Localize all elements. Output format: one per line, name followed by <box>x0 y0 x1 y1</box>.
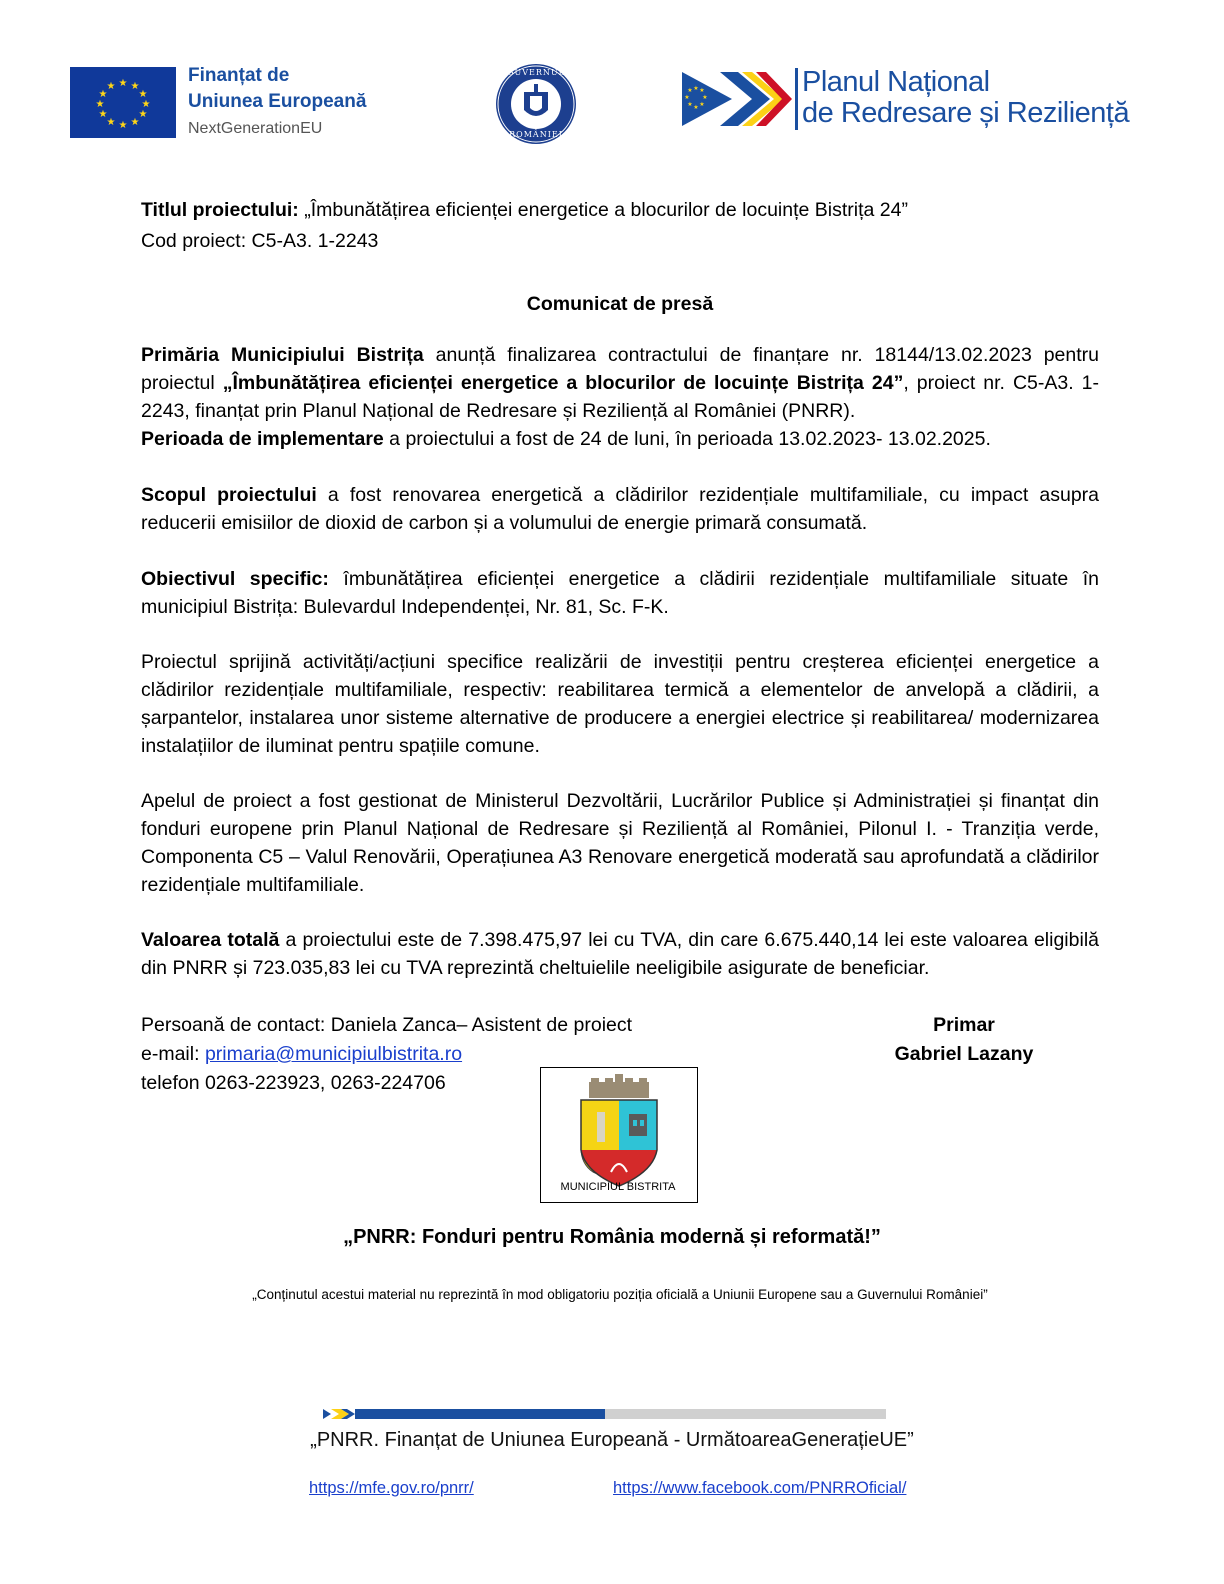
pnrr-title-line2: de Redresare și Reziliență <box>802 97 1130 129</box>
svg-text:★: ★ <box>687 87 693 94</box>
page-title: Comunicat de presă <box>526 293 714 315</box>
eu-stars-icon <box>70 67 176 138</box>
svg-text:★: ★ <box>98 109 108 120</box>
paragraph-value: Valoarea totală a proiectului este de 7.398.475,97 lei cu TVA, din care 6.675.440,14 lei este valoarea eligibilă din PNRR și 723.035,83 lei cu TVA reprezintă cheltuielile neeligibile asigurate de beneficiar. <box>141 929 1099 979</box>
government-seal-logo <box>494 62 578 146</box>
project-title-label: Titlul proiectului: <box>141 199 299 221</box>
paragraph-announcement: Primăria Municipiului Bistrița anunță finalizarea contractului de finanțare nr. 18144/13.02.2023 pentru proiectul „Îmbunătățirea eficienței energetice a blocurilor de locuințe Bistrița 24”, proiect nr. C5-A3. 1-2243, finanțat prin Planul Național de Redresare și Reziliență al României (PNRR). Perioada de implementare a proiectului a fost de 24 de luni, în perioada 13.02.2023- 13.02.2025. <box>141 344 1100 450</box>
svg-text:★: ★ <box>95 99 105 110</box>
svg-text:★: ★ <box>130 81 140 92</box>
footer-slogan: „PNRR. Finanțat de Uniunea Europeană - UrmătoareaGenerațieUE” <box>310 1429 914 1451</box>
svg-text:★: ★ <box>141 99 151 110</box>
svg-text:★: ★ <box>130 117 140 128</box>
pnrr-facebook-link[interactable]: https://www.facebook.com/PNRROficial/ <box>613 1479 907 1497</box>
project-code: Cod proiect: C5-A3. 1-2243 <box>141 230 379 252</box>
paragraph-scope: Scopul proiectului a fost renovarea energetică a clădirilor rezidențiale multifamiliale, cu impact asupra reducerii emisiilor de dioxid de carbon și a volumului de energie primară consumată. <box>141 484 1099 534</box>
seal-text-bottom: ROMÂNIEI <box>509 130 563 139</box>
pnrr-divider <box>795 68 798 130</box>
pnrr-arrows-logo <box>680 68 792 130</box>
contact-email: e-mail: primaria@municipiulbistrita.ro <box>141 1043 463 1065</box>
project-title <box>141 196 1099 224</box>
svg-text:★: ★ <box>106 81 116 92</box>
svg-text:★: ★ <box>118 78 128 89</box>
paragraph-activities: Proiectul sprijină activități/acțiuni specifice realizării de investiții pentru creșterea eficienței energetice a clădirilor rezidențiale multifamiliale, respectiv: reabilitarea termică a elementelor de anvelopă a clădirii, a șarpantelor, instalarea unor sisteme alternative de producere a energiei electrice și reabilitarea/ modernizarea instalațiilor de iluminat pentru spațiile comune. <box>141 651 1099 757</box>
pnrr-chevron-icon <box>680 68 792 130</box>
svg-text:★: ★ <box>699 101 705 108</box>
svg-text:★: ★ <box>687 101 693 108</box>
svg-text:★: ★ <box>98 89 108 100</box>
pnrr-title-line1: Planul Național <box>802 66 990 98</box>
contact-person: Persoană de contact: Daniela Zanca– Asistent de proiect <box>141 1014 633 1036</box>
eu-funded-line2: Uniunea Europeană <box>188 91 367 112</box>
footer-divider <box>323 1406 886 1416</box>
campaign-slogan: „PNRR: Fonduri pentru România modernă și reformată!” <box>343 1226 881 1248</box>
svg-text:★: ★ <box>106 117 116 128</box>
signature-role: Primar <box>933 1014 995 1036</box>
paragraph-objective: Obiectivul specific: îmbunătățirea eficienței energetice a clădirii rezidențiale multifamiliale situate în municipiul Bistrița: Bulevardul Independenței, Nr. 81, Sc. F-K. <box>141 568 1099 618</box>
eu-funded-line3: NextGenerationEU <box>188 120 323 137</box>
disclaimer: „Conținutul acestui material nu reprezintă în mod obligatoriu poziția oficială a Uniunii Europene sau a Guvernului României” <box>252 1287 988 1302</box>
paragraph-call: Apelul de proiect a fost gestionat de Ministerul Dezvoltării, Lucrărilor Publice și Administrației și finanțat din fonduri europene prin Planul Național de Redresare și Reziliență al României, Pilonul I. - Tranziția verde, Componenta C5 – Valul Renovării, Operațiunea A3 Renovare energetică moderată sau aprofundată a clădirilor rezidențiale multifamiliale. <box>141 790 1099 896</box>
eu-funded-line1: Finanțat de <box>188 65 290 86</box>
project-title-value: „Îmbunătățirea eficienței energetice a blocurilor de locuințe Bistrița 24” <box>298 199 908 221</box>
svg-text:★: ★ <box>118 120 128 131</box>
stamp-caption: MUNICIPIUL BISTRITA <box>560 1181 676 1193</box>
pnrr-website-link[interactable]: https://mfe.gov.ro/pnrr/ <box>309 1479 474 1497</box>
svg-text:★: ★ <box>693 85 699 92</box>
eu-flag-logo <box>70 67 176 138</box>
svg-text:★: ★ <box>693 104 699 111</box>
svg-text:★: ★ <box>138 89 148 100</box>
signature-name: Gabriel Lazany <box>894 1043 1034 1065</box>
svg-text:★: ★ <box>138 109 148 120</box>
svg-text:★: ★ <box>684 94 690 101</box>
seal-text-top: GUVERNUL <box>507 68 565 77</box>
email-link[interactable]: primaria@municipiulbistrita.ro <box>204 1043 463 1065</box>
contact-phone: telefon 0263-223923, 0263-224706 <box>141 1072 446 1094</box>
svg-text:★: ★ <box>699 87 705 94</box>
svg-text:★: ★ <box>702 94 708 101</box>
